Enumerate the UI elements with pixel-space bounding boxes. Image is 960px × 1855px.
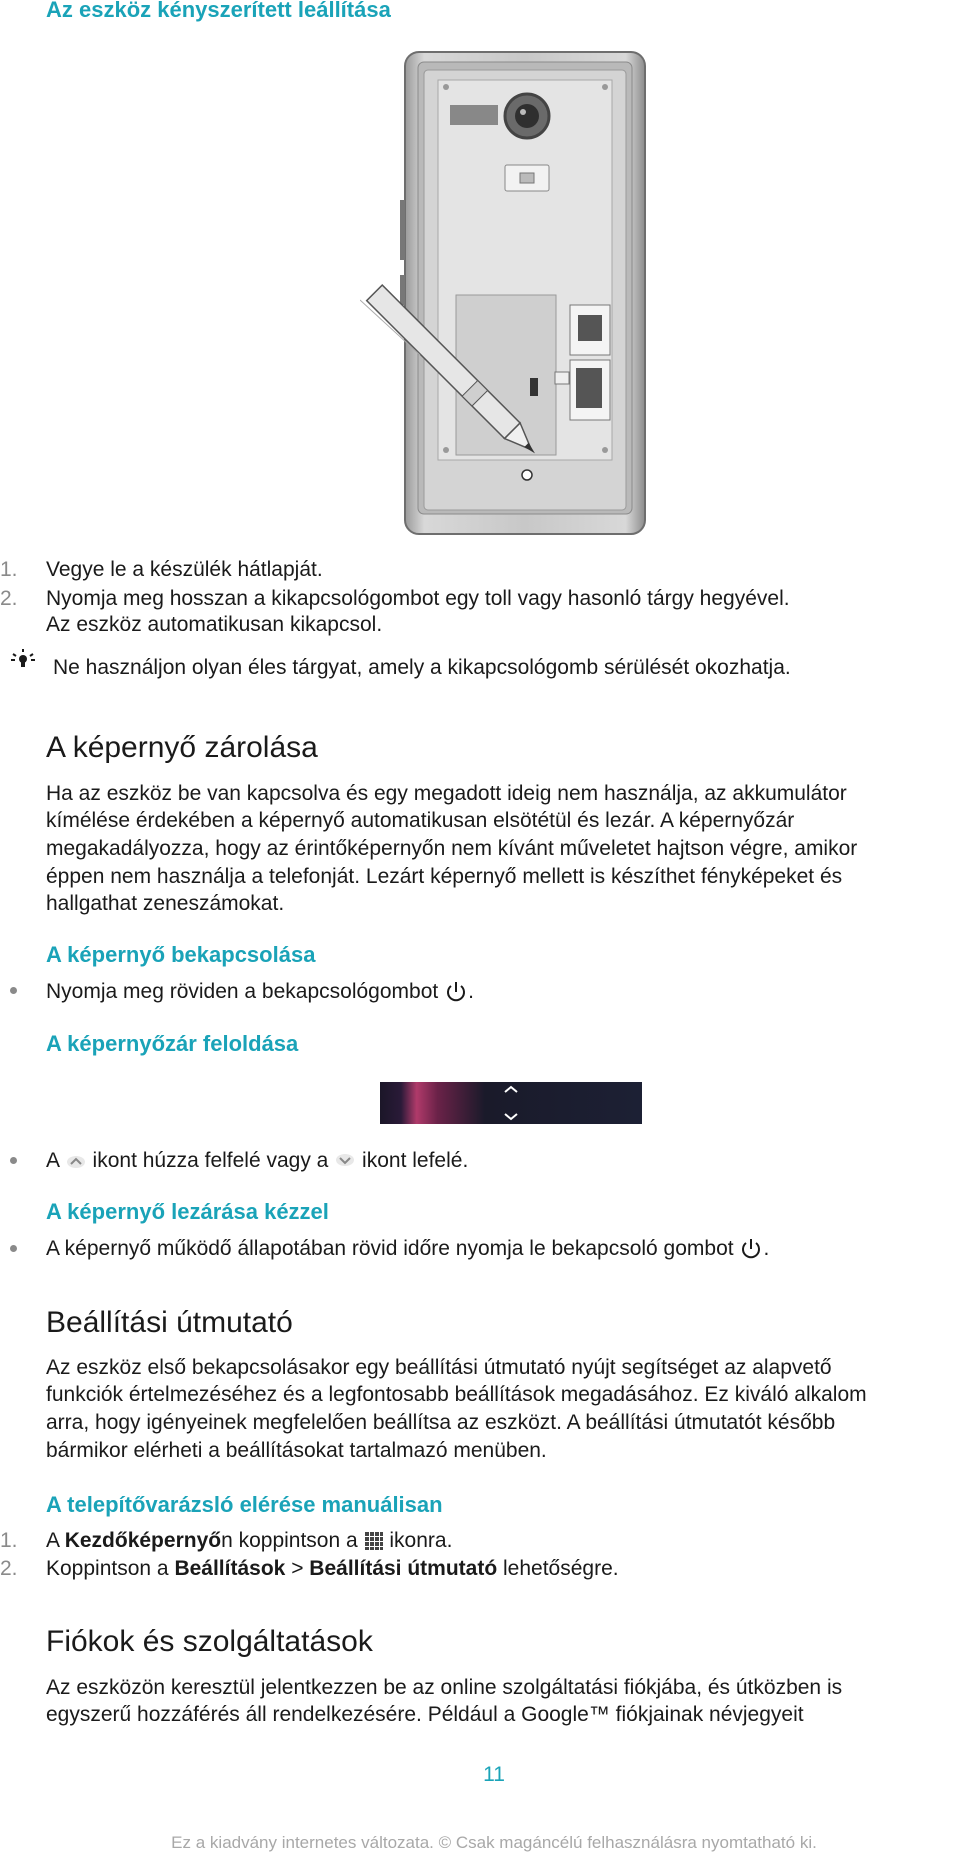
section-title-force-shutdown: Az eszköz kényszerített leállítása	[46, 0, 391, 22]
guide-step-2-separator: >	[291, 1557, 304, 1580]
tip-lightbulb-icon	[10, 648, 36, 670]
guide-para-line-2: funkciók értelmezéséhez és a legfontosabb beállítások megadásához. Ez kiváló alkalom	[46, 1383, 867, 1406]
guide-para-line-3: arra, hogy igényeinek megfelelően beállítsa az eszközt. A beállítási útmutatót később	[46, 1411, 836, 1434]
subheading-screen-on: A képernyő bekapcsolása	[46, 942, 316, 967]
step-text-2-continued: Az eszköz automatikusan kikapcsol.	[46, 613, 383, 636]
guide-step-1-homescreen: Kezdőképernyő	[64, 1529, 222, 1552]
bullet	[10, 987, 17, 994]
page-number: 11	[483, 1763, 505, 1786]
step-text-1: Vegye le a készülék hátlapját.	[46, 558, 323, 581]
guide-para-line-4: bármikor elérheti a beállításokat tartalmazó menüben.	[46, 1439, 547, 1462]
chevron-down-icon	[334, 1152, 356, 1170]
chevron-up-icon	[65, 1152, 87, 1170]
guide-step-1-d: ikonra.	[389, 1529, 453, 1552]
accounts-para-line-1: Az eszközön keresztül jelentkezzen be az online szolgáltatási fiókjába, és útközben is	[46, 1676, 843, 1699]
bullet	[10, 1157, 17, 1164]
guide-para-line-1: Az eszköz első bekapcsolásakor egy beállítási útmutató nyújt segítséget az alapvető	[46, 1356, 832, 1379]
lock-para-line-3: megakadályozza, hogy az érintőképernyőn nem kívánt műveletet hajtson végre, amikor	[46, 837, 858, 860]
lock-para-line-5: hallgathat zeneszámokat.	[46, 892, 285, 915]
guide-step-2	[46, 1554, 619, 1583]
screen-on-text: Nyomja meg röviden a bekapcsológombot	[46, 980, 439, 1003]
guide-step-number-1: 1.	[0, 1529, 18, 1552]
lock-para-line-4: éppen nem használja a telefonját. Lezárt képernyő mellett is készíthet fényképeket és	[46, 865, 843, 888]
guide-step-2-e: lehetőségre.	[503, 1557, 619, 1580]
lock-para-line-1: Ha az eszköz be van kapcsolva és egy megadott ideig nem használja, az akkumulátor	[46, 782, 847, 805]
power-icon	[444, 980, 468, 1004]
guide-step-1	[46, 1526, 452, 1555]
subheading-setup-wizard: A telepítővarázsló elérése manuálisan	[46, 1492, 443, 1517]
guide-step-2-a: Koppintson a	[46, 1557, 169, 1580]
heading-setup-guide: Beállítási útmutató	[46, 1306, 293, 1339]
unlock-text-b: ikont húzza felfelé vagy a	[92, 1149, 329, 1172]
bullet	[10, 1245, 17, 1252]
heading-screen-lock: A képernyő zárolása	[46, 731, 318, 764]
step-number-2: 2.	[0, 587, 18, 610]
guide-step-2-settings: Beállítások	[174, 1557, 286, 1580]
subheading-unlock: A képernyőzár feloldása	[46, 1031, 299, 1056]
guide-step-2-setup-guide: Beállítási útmutató	[309, 1557, 498, 1580]
screen-on-end: .	[468, 980, 474, 1003]
guide-step-number-2: 2.	[0, 1557, 18, 1580]
heading-accounts-services: Fiókok és szolgáltatások	[46, 1625, 373, 1658]
manual-lock-text: A képernyő működő állapotában rövid időre nyomja le bekapcsoló gombot	[46, 1237, 734, 1260]
unlock-text-c: ikont lefelé.	[362, 1149, 469, 1172]
unlock-text-a: A	[46, 1149, 59, 1172]
step-number-1: 1.	[0, 558, 18, 581]
lock-para-line-2: kímélése érdekében a képernyő automatikusan elsötétül és lezár. A képernyőzár	[46, 809, 795, 832]
tip-text: Ne használjon olyan éles tárgyat, amely a kikapcsológomb sérülését okozhatja.	[53, 656, 791, 679]
screen-on-instruction	[46, 977, 474, 1006]
app-grid-icon	[364, 1531, 384, 1551]
guide-step-1-c: n koppintson a	[221, 1529, 358, 1552]
unlock-instruction	[46, 1146, 468, 1175]
unlock-screen-strip	[380, 1082, 642, 1124]
power-icon	[739, 1237, 763, 1261]
unlock-arrows-icon	[500, 1084, 522, 1122]
footer-note: Ez a kiadvány internetes változata. © Csak magáncélú felhasználásra nyomtatható ki.	[171, 1833, 817, 1852]
subheading-manual-lock: A képernyő lezárása kézzel	[46, 1199, 329, 1224]
accounts-para-line-2: egyszerű hozzáférés áll rendelkezésére. Például a Google™ fiókjainak névjegyeit	[46, 1703, 804, 1726]
manual-lock-instruction	[46, 1234, 769, 1263]
manual-lock-end: .	[763, 1237, 770, 1260]
phone-back-illustration	[360, 50, 660, 540]
guide-step-1-a: A	[46, 1529, 59, 1552]
step-text-2: Nyomja meg hosszan a kikapcsológombot egy toll vagy hasonló tárgy hegyével.	[46, 587, 790, 610]
